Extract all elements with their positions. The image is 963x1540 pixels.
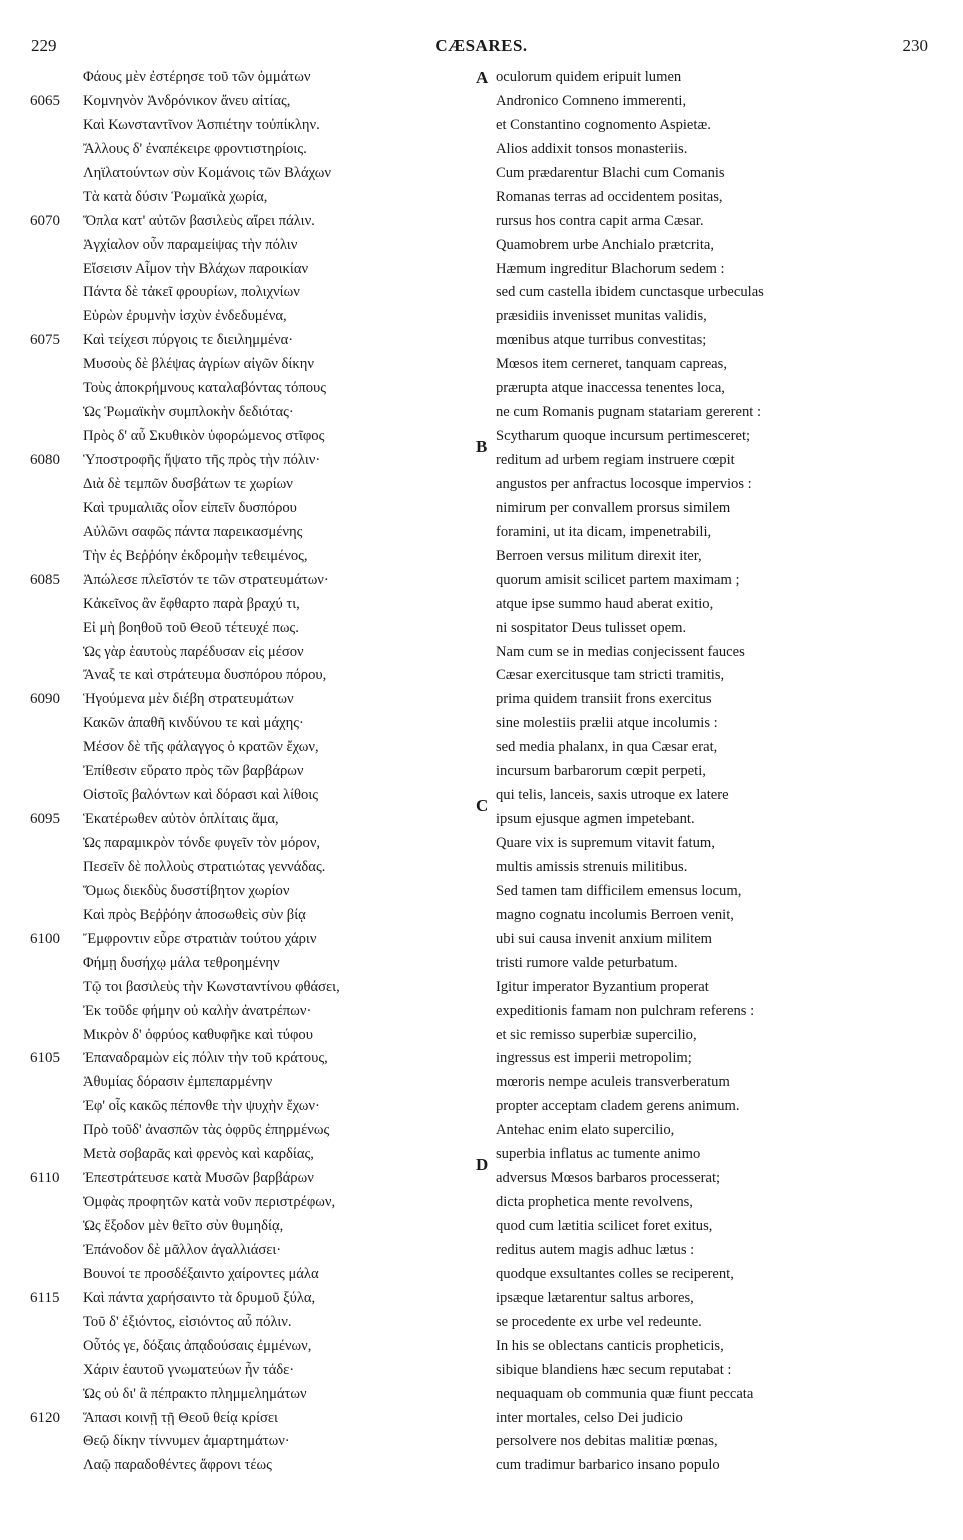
latin-verse-text: propter acceptam cladem gerens animum. xyxy=(496,1098,740,1115)
latin-verse-line xyxy=(476,1119,946,1143)
greek-verse-line xyxy=(30,1383,480,1407)
greek-verse-line xyxy=(30,1143,480,1167)
greek-verse-text: Ἄναξ τε καὶ στράτευμα δυσπόρου πόρου, xyxy=(83,667,327,684)
latin-verse-line xyxy=(476,1263,946,1287)
greek-verse-line xyxy=(30,856,480,880)
latin-verse-line xyxy=(476,952,946,976)
latin-verse-text: oculorum quidem eripuit lumen xyxy=(496,69,682,85)
verse-number: 6095 xyxy=(30,811,60,828)
latin-verse-line xyxy=(476,1047,946,1071)
greek-verse-text: Ὡς Ῥωμαϊκὴν συμπλοκὴν δεδιότας· xyxy=(83,404,294,421)
greek-verse-text: Τὰ κατὰ δύσιν Ῥωμαϊκὰ χωρία, xyxy=(83,188,268,205)
greek-verse-text: Βουνοί τε προσδέξαιντο χαίροντες μάλα xyxy=(83,1265,319,1282)
latin-verse-line xyxy=(476,449,946,473)
greek-verse-text: Οἰστοῖς βαλόντων καὶ δόρασι καὶ λίθοις xyxy=(83,787,319,804)
greek-verse-text: Ἄλλους δ' ἐναπέκειρε φροντιστηρίοις. xyxy=(83,140,307,157)
latin-verse-text: prima quidem transiit frons exercitus xyxy=(496,691,712,708)
greek-verse-line xyxy=(30,1191,480,1215)
greek-verse-line xyxy=(30,1167,480,1191)
page-header xyxy=(0,36,963,56)
greek-verse-text: Κἀκεῖνος ἂν ἔφθαρτο παρὰ βραχύ τι, xyxy=(83,595,300,612)
greek-verse-text: Καὶ τρυμαλιᾶς οἷον εἰπεῖν δυσπόρου xyxy=(83,499,297,516)
greek-verse-line xyxy=(30,712,480,736)
greek-verse-line xyxy=(30,305,480,329)
greek-verse-text: Καὶ Κωνσταντῖνον Ἀσπιέτην τοὐπίκλην. xyxy=(83,116,320,133)
latin-verse-text: adversus Mœsos barbaros processerat; xyxy=(496,1170,721,1187)
latin-verse-line xyxy=(476,856,946,880)
greek-verse-text: Θεῷ δίκην τίννυμεν ἁμαρτημάτων· xyxy=(83,1433,290,1450)
latin-verse-line xyxy=(476,1239,946,1263)
greek-verse-text: Φάους μὲν ἐστέρησε τοῦ τῶν ὀμμάτων xyxy=(83,69,311,85)
latin-verse-line xyxy=(476,66,946,90)
greek-verse-line xyxy=(30,1024,480,1048)
latin-verse-line xyxy=(476,976,946,1000)
greek-verse-line xyxy=(30,880,480,904)
latin-verse-text: quodque exsultantes colles se reciperent, xyxy=(496,1265,734,1282)
greek-verse-text: Ἐπεστράτευσε κατὰ Μυσῶν βαρβάρων xyxy=(83,1170,314,1187)
latin-translation-column xyxy=(476,66,946,1478)
latin-verse-line xyxy=(476,1143,946,1175)
greek-verse-text: Πρὸ τοῦδ' ἀνασπῶν τὰς ὀφρῦς ἐπηρμένως xyxy=(83,1122,330,1139)
greek-verse-line xyxy=(30,1430,480,1454)
latin-verse-line xyxy=(476,1071,946,1095)
greek-verse-line xyxy=(30,521,480,545)
latin-verse-text: Quare vix is supremum vitavit fatum, xyxy=(496,835,715,851)
greek-verse-line xyxy=(30,186,480,210)
latin-verse-line xyxy=(476,90,946,114)
latin-verse-text: quorum amisit scilicet partem maximam ; xyxy=(496,571,740,588)
latin-verse-text: Cæsar exercitusque tam stricti tramitis, xyxy=(496,667,725,684)
greek-verse-text: Ἐπαναδραμὼν εἰς πόλιν τὴν τοῦ κράτους, xyxy=(83,1050,328,1067)
latin-verse-line xyxy=(476,138,946,162)
greek-verse-text: Κακῶν ἀπαθῆ κινδύνου τε καὶ μάχης· xyxy=(83,715,304,732)
greek-verse-text: Πρὸς δ' αὖ Σκυθικὸν ὑφορώμενος στῖφος xyxy=(83,428,325,445)
greek-verse-text: Ἑκατέρωθεν αὐτὸν ὁπλίταις ἅμα, xyxy=(83,811,279,828)
greek-verse-text: Πεσεῖν δὲ πολλοὺς στρατιώτας γεννάδας. xyxy=(83,858,326,875)
latin-verse-line xyxy=(476,688,946,712)
greek-verse-line xyxy=(30,66,480,90)
latin-verse-text: ne cum Romanis pugnam statariam gererent : xyxy=(496,404,762,421)
latin-verse-line xyxy=(476,1335,946,1359)
latin-verse-line xyxy=(476,1024,946,1048)
greek-verse-line xyxy=(30,90,480,114)
latin-verse-text: sibique blandiens hæc secum reputabat : xyxy=(496,1361,732,1378)
verse-number: 6080 xyxy=(30,452,60,468)
latin-verse-text: inter mortales, celso Dei judicio xyxy=(496,1409,683,1426)
greek-verse-line xyxy=(30,784,480,808)
greek-verse-line xyxy=(30,1239,480,1263)
greek-verse-line xyxy=(30,617,480,641)
latin-verse-line xyxy=(476,1000,946,1024)
latin-verse-line xyxy=(476,1215,946,1239)
greek-verse-line xyxy=(30,569,480,593)
greek-verse-text: Καὶ πρὸς Βεῤῥόην ἀποσωθεὶς σὺν βίᾳ xyxy=(83,906,306,923)
verse-number: 6120 xyxy=(30,1409,60,1426)
latin-verse-text: reditus autem magis adhuc lætus : xyxy=(496,1241,695,1258)
greek-verse-text: Εἴσεισιν Αἷμον τὴν Βλάχων παροικίαν xyxy=(83,260,309,277)
greek-verse-line xyxy=(30,808,480,832)
greek-verse-line xyxy=(30,449,480,473)
latin-verse-text: nequaquam ob communia quæ fiunt peccata xyxy=(496,1385,754,1402)
latin-verse-line xyxy=(476,832,946,856)
greek-verse-text: Τοῦ δ' ἐξιόντος, εἰσιόντος αὖ πόλιν. xyxy=(83,1313,292,1330)
verse-number: 6070 xyxy=(30,212,60,229)
greek-verse-text: Ἀπώλεσε πλεῖστόν τε τῶν στρατευμάτων· xyxy=(83,571,329,588)
greek-verse-text: Μετὰ σοβαρᾶς καὶ φρενὸς καὶ καρδίας, xyxy=(83,1146,314,1163)
latin-verse-line xyxy=(476,234,946,258)
greek-verse-line xyxy=(30,473,480,497)
greek-verse-text: Φήμῃ δυσήχῳ μάλα τεθροημένην xyxy=(83,954,280,971)
latin-verse-text: cum tradimur barbarico insano populo xyxy=(496,1457,720,1474)
latin-verse-text: ni sospitator Deus tulisset opem. xyxy=(496,619,687,636)
greek-verse-line xyxy=(30,377,480,401)
greek-verse-text: Κομνηνὸν Ἀνδρόνικον ἄνευ αἰτίας, xyxy=(83,92,291,109)
latin-verse-text: dicta prophetica mente revolvens, xyxy=(496,1194,693,1211)
latin-verse-line xyxy=(476,497,946,521)
latin-verse-text: mœnibus atque turribus convestitas; xyxy=(496,332,707,349)
latin-verse-text: Quamobrem urbe Anchialo prætcrita, xyxy=(496,236,715,253)
latin-verse-line xyxy=(476,808,946,832)
greek-verse-text: Μυσοὺς δὲ βλέψας ἀγρίων αἰγῶν δίκην xyxy=(83,356,314,373)
greek-verse-line xyxy=(30,425,480,449)
latin-verse-line xyxy=(476,904,946,928)
latin-verse-line xyxy=(476,377,946,401)
section-marker: C xyxy=(476,796,489,816)
greek-verse-text: Ὡς ἔξοδον μὲν θεῖτο σὺν θυμηδίᾳ, xyxy=(83,1218,284,1234)
greek-verse-line xyxy=(30,1119,480,1143)
greek-verse-line xyxy=(30,832,480,856)
greek-verse-line xyxy=(30,688,480,712)
greek-verse-line xyxy=(30,760,480,784)
latin-verse-text: Cum prædarentur Blachi cum Comanis xyxy=(496,164,725,181)
greek-verse-text: Ὡς γὰρ ἑαυτοὺς παρέδυσαν εἰς μέσον xyxy=(83,643,304,660)
latin-verse-text: Scytharum quoque incursum pertimesceret; xyxy=(496,428,751,445)
verse-number: 6100 xyxy=(30,930,60,947)
latin-verse-line xyxy=(476,281,946,305)
latin-verse-line xyxy=(476,401,946,425)
greek-verse-line xyxy=(30,545,480,569)
greek-verse-line xyxy=(30,952,480,976)
greek-verse-line xyxy=(30,497,480,521)
greek-verse-line xyxy=(30,258,480,282)
latin-verse-text: ipsæque lætarentur saltus arbores, xyxy=(496,1289,694,1306)
greek-verse-line xyxy=(30,1263,480,1287)
latin-verse-line xyxy=(476,186,946,210)
latin-verse-text: Mœsos item cerneret, tanquam capreas, xyxy=(496,356,727,373)
greek-verse-line xyxy=(30,138,480,162)
latin-verse-line xyxy=(476,545,946,569)
section-marker: B xyxy=(476,437,488,457)
greek-verse-text: Χάριν ἑαυτοῦ γνωματεύων ἦν τάδε· xyxy=(83,1361,295,1378)
greek-verse-line xyxy=(30,1311,480,1335)
latin-verse-text: Sed tamen tam difficilem emensus locum, xyxy=(496,882,742,899)
greek-verse-text: Εἰ μὴ βοηθοῦ τοῦ Θεοῦ τέτευχέ πως. xyxy=(83,619,299,636)
latin-verse-text: tristi rumore valde peturbatum. xyxy=(496,954,678,971)
latin-verse-text: præsidiis invenisset munitas validis, xyxy=(496,308,707,325)
greek-verse-text: Ὑποστροφῆς ἥψατο τῆς πρὸς τὴν πόλιν· xyxy=(83,452,321,468)
latin-verse-text: Antehac enim elato supercilio, xyxy=(496,1122,675,1139)
latin-verse-text: foramini, ut ita dicam, impenetrabili, xyxy=(496,523,712,540)
greek-verse-line xyxy=(30,210,480,234)
latin-verse-text: ipsum ejusque agmen impetebant. xyxy=(496,811,695,828)
greek-verse-line xyxy=(30,234,480,258)
latin-verse-text: persolvere nos debitas malitiæ pœnas, xyxy=(496,1433,718,1450)
greek-verse-text: Λαῷ παραδοθέντες ἄφρονι τέως xyxy=(83,1457,272,1474)
greek-verse-text: Ληϊλατούντων σὺν Κομάνοις τῶν Βλάχων xyxy=(83,164,331,181)
latin-verse-text: sine molestiis prælii atque incolumis : xyxy=(496,715,718,732)
greek-verse-text: Ὀμφὰς προφητῶν κατὰ νοῦν περιστρέφων, xyxy=(83,1194,336,1211)
greek-verse-text: Μέσον δὲ τῆς φάλαγγος ὁ κρατῶν ἔχων, xyxy=(83,739,319,756)
greek-verse-line xyxy=(30,641,480,665)
latin-verse-text: incursum barbarorum cœpit perpeti, xyxy=(496,763,706,780)
greek-verse-text: Διὰ δὲ τεμπῶν δυσβάτων τε χωρίων xyxy=(83,475,293,492)
latin-verse-text: qui telis, lanceis, saxis utroque ex latere xyxy=(496,787,729,804)
verse-number: 6065 xyxy=(30,92,60,109)
latin-verse-line xyxy=(476,1430,946,1454)
latin-verse-text: magno cognatu incolumis Berroen venit, xyxy=(496,906,734,923)
verse-number: 6090 xyxy=(30,691,60,708)
greek-verse-line xyxy=(30,1287,480,1311)
latin-verse-text: sed media phalanx, in qua Cæsar erat, xyxy=(496,739,718,756)
latin-verse-line xyxy=(476,1359,946,1383)
greek-verse-text: Καὶ τείχεσι πύργοις τε διειλημμένα· xyxy=(83,332,294,349)
greek-verse-text: Ἀθυμίας δόρασιν ἐμπεπαρμένην xyxy=(83,1074,273,1091)
latin-verse-line xyxy=(476,473,946,497)
latin-verse-line xyxy=(476,569,946,593)
latin-verse-text: Andronico Comneno immerenti, xyxy=(496,92,687,109)
latin-verse-text: Romanas terras ad occidentem positas, xyxy=(496,188,723,205)
greek-verse-line xyxy=(30,904,480,928)
verse-number: 6075 xyxy=(30,332,60,349)
latin-verse-line xyxy=(476,928,946,952)
greek-verse-text: Ὅμως διεκδὺς δυσστίβητον χωρίον xyxy=(83,882,290,899)
latin-verse-text: atque ipse summo haud aberat exitio, xyxy=(496,595,714,612)
greek-verse-line xyxy=(30,329,480,353)
page-number-right: 230 xyxy=(902,36,928,55)
latin-verse-line xyxy=(476,736,946,760)
latin-verse-line xyxy=(476,305,946,329)
greek-verse-text: Τοὺς ἀποκρήμνους καταλαβόντας τόπους xyxy=(83,380,327,397)
latin-verse-line xyxy=(476,664,946,688)
greek-verse-line xyxy=(30,1047,480,1071)
greek-verse-text: Πάντα δὲ τἀκεῖ φρουρίων, πολιχνίων xyxy=(83,284,300,301)
section-marker: D xyxy=(476,1155,489,1175)
latin-verse-text: Igitur imperator Byzantium properat xyxy=(496,978,709,995)
latin-verse-line xyxy=(476,1383,946,1407)
greek-verse-line xyxy=(30,593,480,617)
greek-verse-text: Ἐκ τοῦδε φήμην οὐ καλὴν ἀνατρέπων· xyxy=(83,1002,312,1019)
greek-verse-text: Ἐφ' οἷς κακῶς πέπονθε τὴν ψυχὴν ἔχων· xyxy=(83,1098,320,1115)
latin-verse-text: expeditionis famam non pulchram referens : xyxy=(496,1002,755,1019)
latin-verse-line xyxy=(476,210,946,234)
section-marker: A xyxy=(476,68,489,87)
greek-verse-text: Αὐλῶνι σαφῶς πάντα παρεικασμένης xyxy=(83,523,303,540)
latin-verse-line xyxy=(476,593,946,617)
verse-number: 6110 xyxy=(30,1170,60,1187)
verse-number: 6115 xyxy=(30,1289,60,1306)
latin-verse-text: Nam cum se in medias conjecissent fauces xyxy=(496,643,745,660)
greek-verse-line xyxy=(30,1071,480,1095)
latin-verse-line xyxy=(476,258,946,282)
latin-verse-text: et Constantino cognomento Aspietæ. xyxy=(496,116,711,133)
latin-verse-line xyxy=(476,712,946,736)
greek-verse-text: Μικρὸν δ' ὀφρύος καθυφῆκε καὶ τύφου xyxy=(83,1026,313,1043)
greek-verse-text: Τὴν ἐς Βεῤῥόην ἐκδρομὴν τεθειμένος, xyxy=(83,547,308,564)
latin-verse-line xyxy=(476,1095,946,1119)
latin-verse-line xyxy=(476,760,946,784)
latin-verse-line xyxy=(476,521,946,545)
latin-verse-line xyxy=(476,641,946,665)
greek-verse-line xyxy=(30,1215,480,1239)
latin-verse-line xyxy=(476,1407,946,1431)
greek-verse-text: Ὡς παραμικρὸν τόνδε φυγεῖν τὸν μόρον, xyxy=(83,835,321,851)
latin-verse-text: superbia inflatus ac tumente animo xyxy=(496,1146,701,1163)
verse-number: 6085 xyxy=(30,571,60,588)
latin-verse-text: Hæmum ingreditur Blachorum sedem : xyxy=(496,260,725,277)
latin-verse-text: rursus hos contra capit arma Cæsar. xyxy=(496,212,704,229)
greek-verse-text: Ἡγούμενα μὲν διέβη στρατευμάτων xyxy=(83,691,294,708)
latin-verse-line xyxy=(476,353,946,377)
greek-verse-line xyxy=(30,114,480,138)
greek-verse-text: Ἐπίθεσιν εὕρατο πρὸς τῶν βαρβάρων xyxy=(83,763,304,780)
latin-verse-line xyxy=(476,1287,946,1311)
greek-verse-line xyxy=(30,664,480,688)
latin-verse-text: multis amissis strenuis militibus. xyxy=(496,858,688,875)
latin-verse-line xyxy=(476,784,946,816)
greek-verse-line xyxy=(30,162,480,186)
latin-verse-line xyxy=(476,114,946,138)
latin-verse-text: reditum ad urbem regiam instruere cœpit xyxy=(496,452,735,468)
greek-verse-text: Εὑρὼν ἐρυμνὴν ἰσχὺν ἐνδεδυμένα, xyxy=(83,308,287,325)
greek-verse-text: Ἔμφροντιν εὗρε στρατιὰν τούτου χάριν xyxy=(83,930,317,947)
latin-verse-text: prærupta atque inaccessa tenentes loca, xyxy=(496,380,725,397)
latin-verse-text: nimirum per convallem prorsus similem xyxy=(496,499,731,516)
latin-verse-text: Berroen versus militum direxit iter, xyxy=(496,547,702,564)
greek-verse-text: Ἅπασι κοινῇ τῇ Θεοῦ θείᾳ κρίσει xyxy=(83,1409,278,1426)
greek-verse-line xyxy=(30,401,480,425)
latin-verse-line xyxy=(476,1167,946,1191)
latin-verse-text: mœroris nempe aculeis transverberatum xyxy=(496,1074,730,1091)
greek-verse-line xyxy=(30,353,480,377)
running-title: CÆSARES. xyxy=(435,36,528,55)
latin-verse-text: In his se oblectans canticis propheticis, xyxy=(496,1337,724,1354)
verse-number: 6105 xyxy=(30,1050,60,1067)
greek-verse-text: Οὗτός γε, δόξαις ἀπᾳδούσαις ἐμμένων, xyxy=(83,1337,312,1354)
latin-verse-line xyxy=(476,1191,946,1215)
page-number-left: 229 xyxy=(31,36,57,55)
greek-verse-line xyxy=(30,736,480,760)
greek-verse-text: Τῷ τοι βασιλεὺς τὴν Κωνσταντίνου φθάσει, xyxy=(83,978,340,995)
latin-verse-text: ubi sui causa invenit anxium militem xyxy=(496,930,713,947)
latin-verse-line xyxy=(476,617,946,641)
latin-verse-text: sed cum castella ibidem cunctasque urbeculas xyxy=(496,284,764,301)
greek-verse-text: Ἐπάνοδον δὲ μᾶλλον ἀγαλλιάσει· xyxy=(83,1241,282,1258)
greek-verse-text: Καὶ πάντα χαρήσαιντο τὰ δρυμοῦ ξύλα, xyxy=(83,1289,316,1306)
greek-text-column xyxy=(30,66,480,1478)
greek-verse-line xyxy=(30,1335,480,1359)
latin-verse-text: Alios addixit tonsos monasteriis. xyxy=(496,140,688,157)
latin-verse-text: ingressus est imperii metropolim; xyxy=(496,1050,692,1067)
greek-verse-line xyxy=(30,976,480,1000)
latin-verse-text: angustos per anfractus locosque impervios : xyxy=(496,475,752,492)
latin-verse-line xyxy=(476,1454,946,1478)
greek-verse-line xyxy=(30,1000,480,1024)
latin-verse-text: et sic remisso superbiæ supercilio, xyxy=(496,1026,697,1043)
latin-verse-line xyxy=(476,162,946,186)
greek-verse-line xyxy=(30,1359,480,1383)
greek-verse-text: Ὅπλα κατ' αὐτῶν βασιλεὺς αἴρει πάλιν. xyxy=(83,212,315,229)
greek-verse-line xyxy=(30,1095,480,1119)
greek-verse-line xyxy=(30,281,480,305)
latin-verse-text: quod cum lætitia scilicet foret exitus, xyxy=(496,1218,713,1234)
latin-verse-text: se procedente ex urbe vel redeunte. xyxy=(496,1313,702,1330)
greek-verse-line xyxy=(30,1454,480,1478)
greek-verse-line xyxy=(30,928,480,952)
greek-verse-line xyxy=(30,1407,480,1431)
greek-verse-text: Ἀγχίαλον οὖν παραμείψας τὴν πόλιν xyxy=(83,236,298,253)
latin-verse-line xyxy=(476,425,946,457)
latin-verse-line xyxy=(476,880,946,904)
latin-verse-line xyxy=(476,329,946,353)
latin-verse-line xyxy=(476,1311,946,1335)
greek-verse-text: Ὡς οὐ δι' ἃ πέπρακτο πλημμελημάτων xyxy=(83,1385,307,1402)
